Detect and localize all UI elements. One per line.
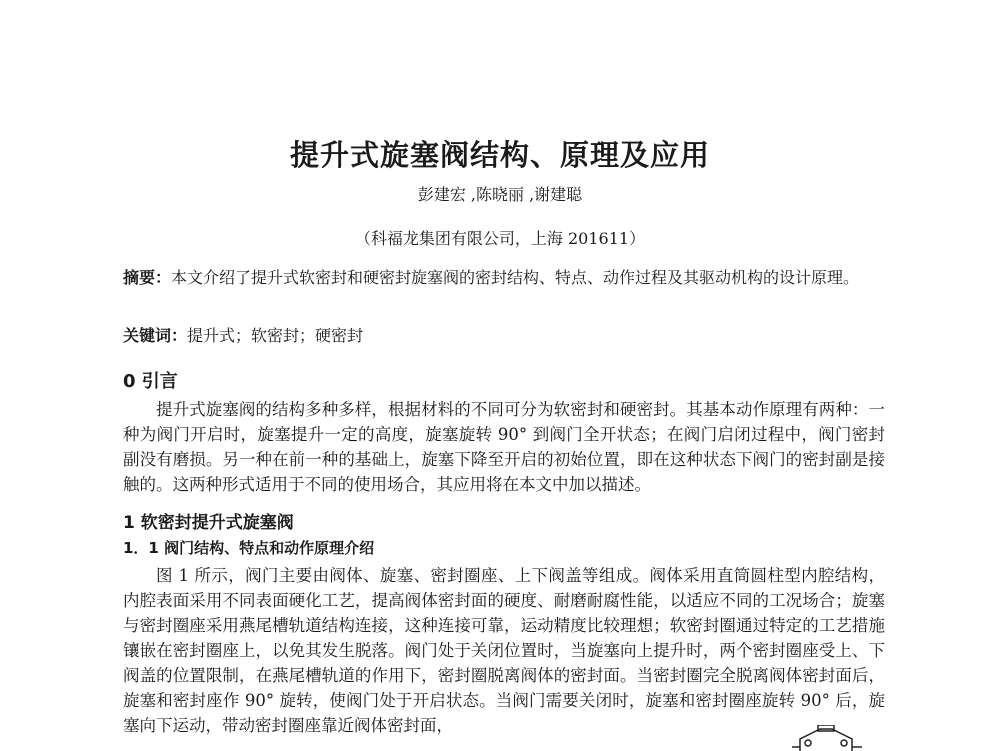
subsection-heading-structure: 1．1 阀门结构、特点和动作原理介绍 xyxy=(123,539,375,557)
introduction-paragraph: 提升式旋塞阀的结构多种多样，根据材料的不同可分为软密封和硬密封。其基本动作原理有两种：一种为阀门开启时，旋塞提升一定的高度，旋塞旋转 90° 到阀门全开状态；在阀门启闭过程中，阀门密封副没有磨损。另一种在前一种的基础上，旋塞下降至开启的初始位置，即在这种状态下阀门的密封副是接触的。这两种形式适用于不同的使用场合，其应用将在本文中加以描述。 xyxy=(123,400,885,494)
keywords-text: 提升式；软密封；硬密封 xyxy=(187,326,364,345)
section-heading-introduction: 0 引言 xyxy=(123,371,178,392)
keywords-label: 关键词： xyxy=(123,326,188,345)
paper-title: 提升式旋塞阀结构、原理及应用 xyxy=(289,138,710,172)
figure-1-partial-drawing xyxy=(790,725,870,751)
keywords xyxy=(123,324,885,348)
abstract-label: 摘要： xyxy=(123,268,172,287)
author-list: 彭建宏 ,陈晓丽 ,谢建聪 xyxy=(417,185,583,204)
section-heading-soft-seal: 1 软密封提升式旋塞阀 xyxy=(123,513,294,533)
structure-paragraph: 图 1 所示，阀门主要由阀体、旋塞、密封圈座、上下阀盖等组成。阀体采用直筒圆柱型内腔结构，内腔表面采用不同表面硬化工艺，提高阀体密封面的硬度、耐磨耐腐性能，以适应不同的工况场合；旋塞与密封圈座采用燕尾槽轨道结构连接，这种连接可靠，运动精度比较理想；软密封圈通过特定的工艺措施镶嵌在密封圈座上，以免其发生脱落。阀门处于关闭位置时，当旋塞向上提升时，两个密封圈座受上、下阀盖的位置限制，在燕尾槽轨道的作用下，密封圈脱离阀体的密封面。当密封圈完全脱离阀体密封面后，旋塞和密封座作 90° 旋转，使阀门处于开启状态。当阀门需要关闭时，旋塞和密封圈座旋转 90° 后，旋塞向下运动，带动密封圈座靠近阀体密封面， xyxy=(123,566,885,735)
abstract-text: 本文介绍了提升式软密封和硬密封旋塞阀的密封结构、特点、动作过程及其驱动机构的设计原理。 xyxy=(171,268,860,287)
affiliation: （科福龙集团有限公司，上海 201611） xyxy=(354,229,646,248)
abstract xyxy=(123,266,885,290)
